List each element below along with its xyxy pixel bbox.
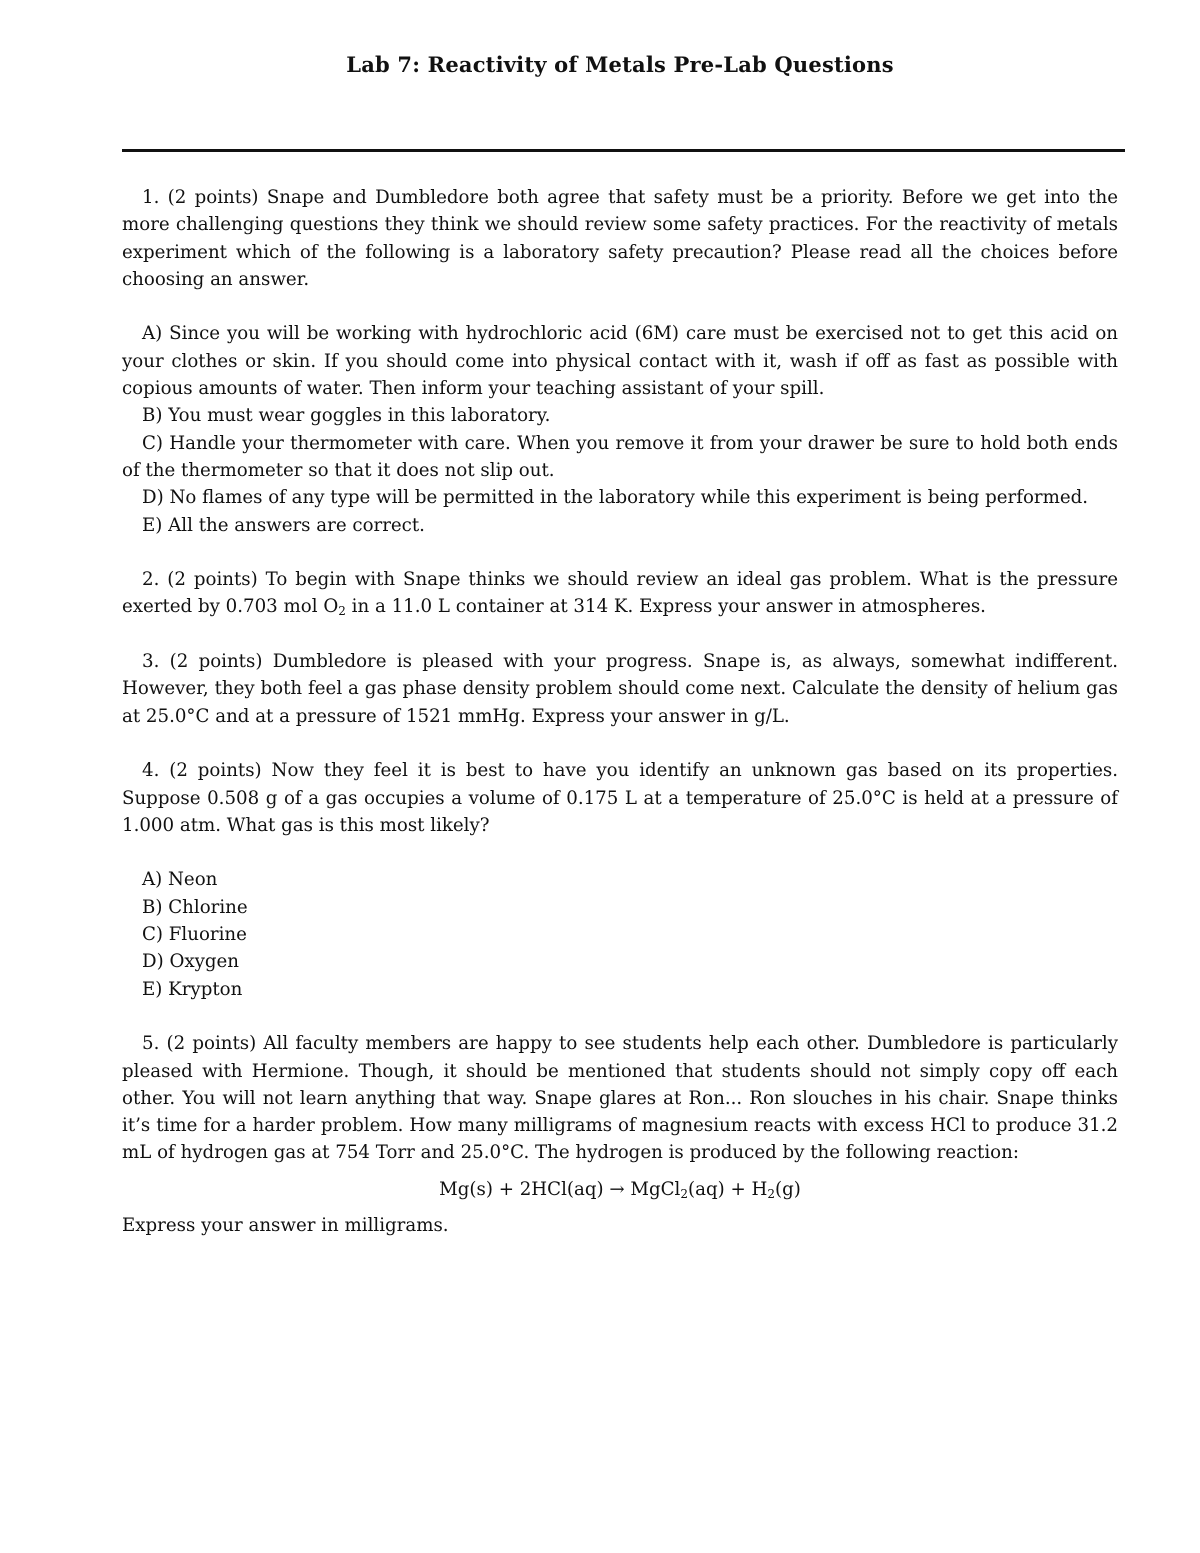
question-1-choice-e: E) All the answers are correct. [142,514,425,536]
question-5-text: 5. (2 points) All faculty members are happy to see students help each other. Dumbledore is particularly pleased with Hermione. Though, it should be mentioned that students should not simply copy off each other. You will not learn anything that way. Snape glares at Ron... Ron slouches in his chair. Snape thinks it’s time for a harder problem. How many milligrams of magnesium reacts with excess HCl to produce 31.2 mL of hydrogen gas at 754 Torr and 25.0°C. The hydrogen is produced by the following reaction: [122,1033,1118,1164]
question-2-subscript: 2 [338,604,346,619]
page-title: Lab 7: Reactivity of Metals Pre-Lab Questions [346,52,894,77]
question-4-text: 4. (2 points) Now they feel it is best to have you identify an unknown gas based on its properties. Suppose 0.508 g of a gas occupies a volume of 0.175 L at a temperature of 25.0°C is held at a pressure of 1.000 atm. What gas is this most likely? [122,760,1118,836]
equation-part-1: Mg(s) + 2HCl(aq) → MgCl [439,1178,681,1200]
questions-body [122,184,1118,1239]
question-1-choice-d: D) No flames of any type will be permitted in the laboratory while this experiment is being performed. [142,487,1089,509]
question-1-text: 1. (2 points) Snape and Dumbledore both agree that safety must be a priority. Before we get into the more challenging questions they think we should review some safety practices. For the reactivity of metals experiment which of the following is a laboratory safety precaution? Please read all the choices before choosing an answer. [122,187,1118,290]
question-1-choice-b: B) You must wear goggles in this laboratory. [142,405,551,427]
title-divider [122,149,1125,152]
equation-part-3: (g) [775,1178,801,1200]
equation-subscript-2: 2 [767,1186,775,1201]
spacer [122,621,1118,648]
spacer [122,730,1118,757]
spacer [122,839,1118,866]
spacer [122,539,1118,566]
question-2-text [122,566,1118,621]
question-4-choice-b: B) Chlorine [142,896,248,918]
question-4-choice-d: D) Oxygen [142,951,240,973]
question-1-choice-a: A) Since you will be working with hydrochloric acid (6M) care must be exercised not to get this acid on your clothes or skin. If you should come into physical contact with it, wash if off as fast as possible with copious amounts of water. Then inform your teaching assistant of your spill. [122,323,1118,400]
question-5-instruction: Express your answer in milligrams. [122,1214,449,1236]
spacer [122,293,1118,320]
equation-part-2: (aq) + H [688,1178,768,1200]
question-4-choice-e: E) Krypton [142,978,243,1000]
spacer [122,1003,1118,1030]
reaction-equation [122,1167,1118,1212]
question-4-choice-c: C) Fluorine [142,924,247,946]
question-1-choice-c: C) Handle your thermometer with care. When you remove it from your drawer be sure to hold both ends of the thermometer so that it does not slip out. [122,432,1118,481]
equation-subscript-1: 2 [680,1186,689,1201]
question-2-text-before: 2. (2 points) To begin with Snape thinks we should review an ideal gas problem. What is the pressure exerted by 0.703 mol O [122,569,1118,618]
question-2-text-after: in a 11.0 L container at 314 K. Express your answer in atmospheres. [345,596,986,618]
question-3-text: 3. (2 points) Dumbledore is pleased with your progress. Snape is, as always, somewhat indifferent. However, they both feel a gas phase density problem should come next. Calculate the density of helium gas at 25.0°C and at a pressure of 1521 mmHg. Express your answer in g/L. [122,651,1118,727]
question-4-choice-a: A) Neon [142,869,218,891]
